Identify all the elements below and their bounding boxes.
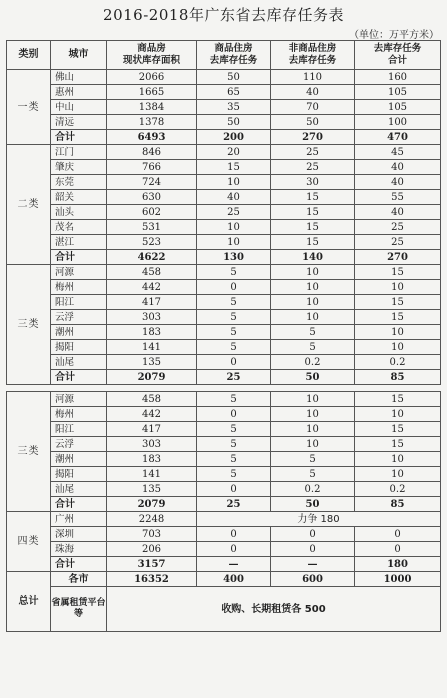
section-gap [7,385,441,392]
table-row [7,115,441,130]
residential-task-cell: 10 [197,235,271,250]
stock-subtotal: 2079 [107,497,197,512]
nonresidential-task-cell: 0 [271,527,355,542]
nonresidential-task-cell: 10 [271,422,355,437]
header-total-task: 去库存任务 合计 [355,41,441,70]
subtotal-row [7,250,441,265]
table-row [7,407,441,422]
nonresidential-task-cell: 25 [271,145,355,160]
cities-label: 各市 [51,572,107,587]
residential-task-cell: 40 [197,190,271,205]
subtotal-label: 合计 [51,250,107,265]
table-row [7,542,441,557]
table-row [7,340,441,355]
table-row [7,452,441,467]
residential-task-subtotal: — [197,557,271,572]
stock-cell: 141 [107,467,197,482]
nonresidential-task-cell: 10 [271,295,355,310]
nonresidential-task-cell: 25 [271,160,355,175]
total-task-cell: 40 [355,160,441,175]
header-city: 城市 [51,41,107,70]
table-row [7,355,441,370]
nonresidential-task-cell: 110 [271,70,355,85]
residential-task-grand-total: 400 [197,572,271,587]
stock-cell: 183 [107,452,197,467]
subtotal-label: 合计 [51,130,107,145]
city-cell: 云浮 [51,437,107,452]
grand-total-row [7,572,441,587]
stock-cell: 2248 [107,512,197,527]
total-task-cell: 10 [355,407,441,422]
nonresidential-task-cell: 15 [271,220,355,235]
total-task-cell: 15 [355,265,441,280]
city-cell: 东莞 [51,175,107,190]
total-task-grand-total: 1000 [355,572,441,587]
gap-cell [7,385,441,392]
stock-cell: 846 [107,145,197,160]
stock-cell: 531 [107,220,197,235]
nonresidential-task-cell: 5 [271,467,355,482]
stock-cell: 766 [107,160,197,175]
residential-task-cell: 5 [197,452,271,467]
residential-task-cell: 0 [197,280,271,295]
stock-cell: 1665 [107,85,197,100]
stock-cell: 417 [107,295,197,310]
residential-task-cell: 10 [197,175,271,190]
stock-grand-total: 16352 [107,572,197,587]
total-task-cell: 10 [355,340,441,355]
category-cell: 三类 [7,392,51,512]
stock-cell: 303 [107,310,197,325]
total-task-cell: 55 [355,190,441,205]
inventory-table [6,40,441,632]
table-row [7,392,441,407]
residential-task-cell: 0 [197,542,271,557]
nonresidential-task-subtotal: 140 [271,250,355,265]
residential-task-cell: 5 [197,265,271,280]
table-row [7,205,441,220]
nonresidential-task-cell: 0.2 [271,355,355,370]
table-row [7,422,441,437]
subtotal-label: 合计 [51,370,107,385]
nonresidential-task-subtotal: 50 [271,370,355,385]
table-row [7,512,441,527]
city-cell: 河源 [51,392,107,407]
total-task-cell: 160 [355,70,441,85]
total-task-cell: 10 [355,452,441,467]
stock-cell: 630 [107,190,197,205]
table-row [7,175,441,190]
city-cell: 梅州 [51,407,107,422]
residential-task-cell: 10 [197,220,271,235]
total-task-subtotal: 85 [355,497,441,512]
residential-task-cell: 35 [197,100,271,115]
city-cell: 云浮 [51,310,107,325]
stock-cell: 183 [107,325,197,340]
table-row [7,467,441,482]
nonresidential-task-cell: 15 [271,235,355,250]
table-row [7,325,441,340]
nonresidential-task-cell: 10 [271,310,355,325]
category-cell: 四类 [7,512,51,572]
total-task-cell: 45 [355,145,441,160]
header-row [7,41,441,70]
nonresidential-task-cell: 10 [271,437,355,452]
header-residential-task: 商品住房 去库存任务 [197,41,271,70]
total-task-cell: 15 [355,295,441,310]
city-cell: 汕头 [51,205,107,220]
residential-task-cell: 20 [197,145,271,160]
total-task-cell: 25 [355,235,441,250]
subtotal-row [7,130,441,145]
total-task-cell: 0.2 [355,482,441,497]
table-row [7,190,441,205]
city-cell: 佛山 [51,70,107,85]
subtotal-row [7,370,441,385]
residential-task-cell: 5 [197,422,271,437]
stock-cell: 303 [107,437,197,452]
total-task-cell: 0 [355,542,441,557]
category-cell: 二类 [7,145,51,265]
table-row [7,70,441,85]
residential-task-subtotal: 130 [197,250,271,265]
stock-cell: 135 [107,355,197,370]
total-task-cell: 105 [355,100,441,115]
subtotal-row [7,557,441,572]
nonresidential-task-cell: 10 [271,265,355,280]
platform-note: 收购、长期租赁各 500 [107,587,441,632]
residential-task-cell: 50 [197,70,271,85]
city-cell: 阳江 [51,422,107,437]
subtotal-row [7,497,441,512]
city-cell: 江门 [51,145,107,160]
total-task-cell: 10 [355,325,441,340]
city-cell: 河源 [51,265,107,280]
city-cell: 中山 [51,100,107,115]
target-merged-cell: 力争 180 [197,512,441,527]
stock-cell: 2066 [107,70,197,85]
stock-cell: 458 [107,392,197,407]
category-cell: 三类 [7,265,51,385]
stock-cell: 1384 [107,100,197,115]
total-task-cell: 40 [355,175,441,190]
category-cell: 一类 [7,70,51,145]
residential-task-cell: 5 [197,437,271,452]
nonresidential-task-cell: 50 [271,115,355,130]
nonresidential-task-cell: 10 [271,407,355,422]
stock-subtotal: 3157 [107,557,197,572]
city-cell: 汕尾 [51,482,107,497]
residential-task-cell: 0 [197,407,271,422]
nonresidential-task-cell: 30 [271,175,355,190]
city-cell: 湛江 [51,235,107,250]
stock-cell: 442 [107,280,197,295]
total-task-cell: 40 [355,205,441,220]
city-cell: 深圳 [51,527,107,542]
nonresidential-task-cell: 10 [271,392,355,407]
city-cell: 广州 [51,512,107,527]
city-cell: 阳江 [51,295,107,310]
stock-cell: 703 [107,527,197,542]
residential-task-cell: 5 [197,310,271,325]
table-row [7,145,441,160]
table-title: 2016-2018年广东省去库存任务表 [103,6,344,24]
residential-task-cell: 5 [197,392,271,407]
city-cell: 惠州 [51,85,107,100]
platform-label: 省属租赁平台等 [51,587,107,632]
residential-task-cell: 0 [197,482,271,497]
city-cell: 潮州 [51,452,107,467]
header-nonresidential-task: 非商品住房 去库存任务 [271,41,355,70]
stock-cell: 206 [107,542,197,557]
nonresidential-task-cell: 15 [271,190,355,205]
total-task-cell: 0 [355,527,441,542]
nonresidential-task-cell: 40 [271,85,355,100]
nonresidential-task-cell: 10 [271,280,355,295]
table-row [7,295,441,310]
stock-subtotal: 2079 [107,370,197,385]
nonresidential-task-grand-total: 600 [271,572,355,587]
total-task-cell: 100 [355,115,441,130]
stock-cell: 141 [107,340,197,355]
nonresidential-task-subtotal: 270 [271,130,355,145]
stock-subtotal: 6493 [107,130,197,145]
city-cell: 韶关 [51,190,107,205]
total-task-subtotal: 85 [355,370,441,385]
total-task-cell: 25 [355,220,441,235]
total-task-subtotal: 470 [355,130,441,145]
residential-task-subtotal: 200 [197,130,271,145]
table-row [7,437,441,452]
residential-task-cell: 5 [197,295,271,310]
table-row [7,235,441,250]
total-task-cell: 15 [355,392,441,407]
city-cell: 茂名 [51,220,107,235]
total-task-cell: 10 [355,280,441,295]
city-cell: 揭阳 [51,467,107,482]
city-cell: 潮州 [51,325,107,340]
total-task-cell: 15 [355,437,441,452]
city-cell: 梅州 [51,280,107,295]
stock-cell: 523 [107,235,197,250]
nonresidential-task-cell: 0 [271,542,355,557]
table-row [7,310,441,325]
total-task-cell: 0.2 [355,355,441,370]
table-row [7,280,441,295]
residential-task-subtotal: 25 [197,370,271,385]
nonresidential-task-subtotal: 50 [271,497,355,512]
nonresidential-task-cell: 15 [271,205,355,220]
table-row [7,527,441,542]
residential-task-cell: 0 [197,527,271,542]
table-row [7,482,441,497]
total-task-subtotal: 270 [355,250,441,265]
total-task-cell: 15 [355,422,441,437]
table-row [7,220,441,235]
residential-task-cell: 15 [197,160,271,175]
stock-cell: 442 [107,407,197,422]
residential-task-cell: 65 [197,85,271,100]
residential-task-cell: 0 [197,355,271,370]
residential-task-cell: 50 [197,115,271,130]
city-cell: 珠海 [51,542,107,557]
total-task-subtotal: 180 [355,557,441,572]
city-cell: 揭阳 [51,340,107,355]
city-cell: 清远 [51,115,107,130]
stock-cell: 724 [107,175,197,190]
stock-cell: 1378 [107,115,197,130]
subtotal-label: 合计 [51,557,107,572]
nonresidential-task-cell: 70 [271,100,355,115]
table-row [7,100,441,115]
unit-note: （单位：万平方米） [349,30,439,41]
nonresidential-task-cell: 5 [271,340,355,355]
header-stock: 商品房 现状库存面积 [107,41,197,70]
stock-cell: 602 [107,205,197,220]
table-row [7,160,441,175]
subtotal-label: 合计 [51,497,107,512]
nonresidential-task-cell: 5 [271,452,355,467]
total-task-cell: 105 [355,85,441,100]
grand-total-label: 总计 [7,572,51,632]
stock-cell: 458 [107,265,197,280]
table-row [7,265,441,280]
table-row [7,85,441,100]
stock-cell: 417 [107,422,197,437]
residential-task-cell: 5 [197,325,271,340]
residential-task-cell: 5 [197,340,271,355]
header-category: 类别 [7,41,51,70]
stock-cell: 135 [107,482,197,497]
platform-row [7,587,441,632]
city-cell: 汕尾 [51,355,107,370]
nonresidential-task-subtotal: — [271,557,355,572]
nonresidential-task-cell: 0.2 [271,482,355,497]
residential-task-subtotal: 25 [197,497,271,512]
stock-subtotal: 4622 [107,250,197,265]
city-cell: 肇庆 [51,160,107,175]
total-task-cell: 10 [355,467,441,482]
total-task-cell: 15 [355,310,441,325]
residential-task-cell: 5 [197,467,271,482]
residential-task-cell: 25 [197,205,271,220]
nonresidential-task-cell: 5 [271,325,355,340]
